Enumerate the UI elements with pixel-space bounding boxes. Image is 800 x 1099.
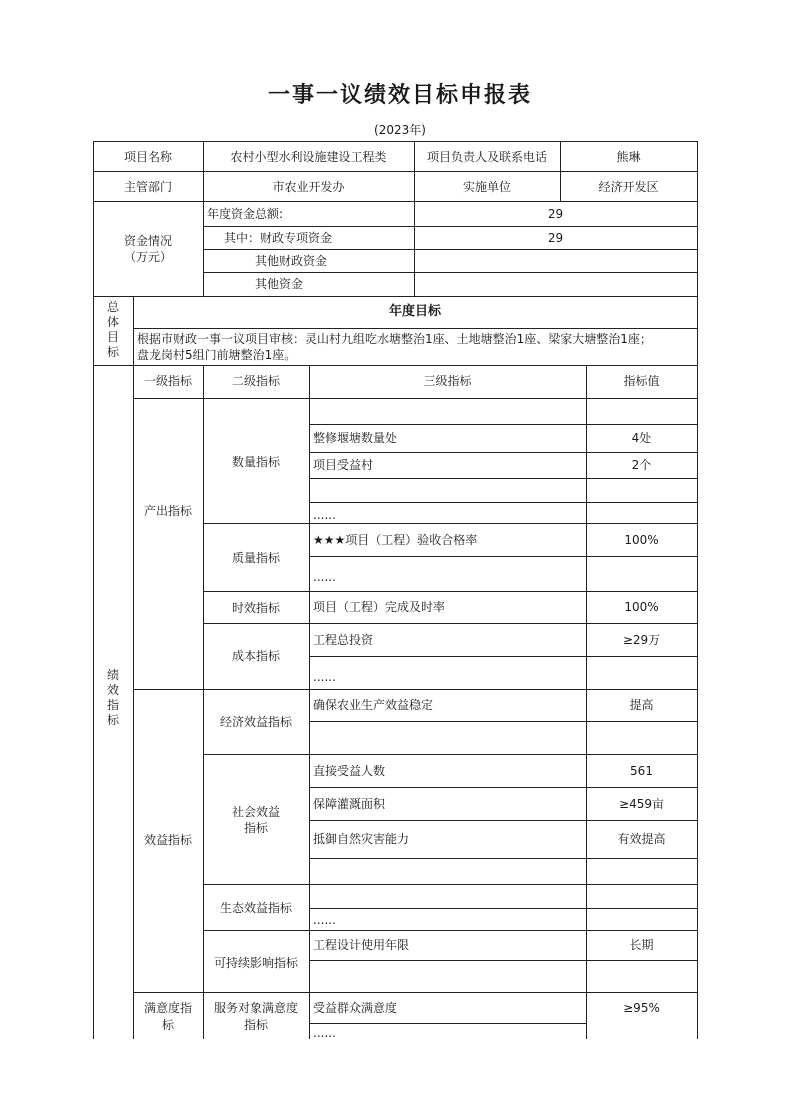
cost-row-1-name: 工程总投资: [313, 633, 374, 647]
timeliness-row-1-value: 100%: [624, 600, 659, 614]
indicators-side-label: 绩效指标: [106, 668, 119, 727]
funds-total-label: 年度资金总额:: [207, 207, 284, 221]
funds-other-fiscal-label: 其他财政资金: [255, 254, 328, 268]
col-level2-header: 二级指标: [231, 374, 280, 388]
service-satisfaction-label-1: 服务对象满意度: [213, 1001, 298, 1015]
goal-text-line1: 根据市财政一事一议项目审核：灵山村九组吃水塘整治1座、土地塘整治1座、梁家大塘整治1座；: [137, 332, 652, 346]
quality-indicator-label: 质量指标: [231, 551, 280, 565]
impl-value: 经济开发区: [598, 180, 659, 194]
quality-row-1-name: ★★★项目（工程）验收合格率: [313, 533, 478, 547]
satisfaction-indicator-label-2: 标: [161, 1018, 174, 1032]
sustainable-row-1-value: 长期: [629, 938, 654, 952]
project-name-label: 项目名称: [123, 150, 172, 164]
ecological-ellipsis: ......: [313, 913, 336, 927]
quantity-row-2-name: 项目受益村: [313, 458, 374, 472]
service-row-1-value: ≥95%: [623, 1001, 660, 1015]
cost-indicator-label: 成本指标: [231, 649, 280, 663]
cost-row-1-value: ≥29万: [622, 633, 661, 647]
timeliness-indicator-label: 时效指标: [231, 601, 280, 615]
quantity-row-1-name: 整修堰塘数量处: [313, 431, 398, 445]
dept-value: 市农业开发办: [272, 180, 345, 194]
social-row-2-value: ≥459亩: [619, 797, 664, 811]
cost-ellipsis: ......: [313, 670, 336, 684]
col-level3-header: 三级指标: [423, 374, 472, 388]
funds-label: 资金情况: [123, 234, 172, 248]
quality-row-1-value: 100%: [624, 533, 659, 547]
goal-side-label: 总体目标: [106, 300, 119, 359]
year-label: (2023年): [374, 123, 426, 137]
col-level1-header: 一级指标: [143, 374, 192, 388]
funds-total-value: 29: [547, 207, 564, 221]
impl-label: 实施单位: [462, 180, 511, 194]
ecological-indicator-label: 生态效益指标: [219, 901, 292, 915]
service-ellipsis: ......: [313, 1026, 336, 1040]
funds-unit: （万元）: [123, 250, 172, 264]
funds-other-label: 其他资金: [255, 277, 304, 291]
contact-label: 项目负责人及联系电话: [426, 150, 547, 164]
quantity-row-1-value: 4处: [631, 431, 652, 445]
satisfaction-indicator-label-1: 满意度指: [143, 1001, 192, 1015]
social-row-1-value: 561: [630, 764, 653, 778]
quantity-indicator-label: 数量指标: [231, 455, 280, 469]
project-name-value: 农村小型水利设施建设工程类: [230, 150, 387, 164]
service-row-1-name: 受益群众满意度: [313, 1001, 398, 1015]
benefit-indicator-label: 效益指标: [143, 833, 192, 847]
page-title: 一事一议绩效目标申报表: [267, 83, 532, 108]
dept-label: 主管部门: [123, 180, 172, 194]
goal-text-line2: 盘龙岗村5组门前塘整治1座。: [137, 348, 297, 362]
social-indicator-label-1: 社会效益: [231, 805, 280, 819]
economic-row-1-value: 提高: [629, 698, 654, 712]
social-row-2-name: 保障灌溉面积: [313, 797, 386, 811]
funds-special-label: 其中：财政专项资金: [224, 231, 333, 245]
quality-ellipsis: ......: [313, 570, 336, 584]
col-value-header: 指标值: [623, 374, 660, 388]
output-indicator-label: 产出指标: [143, 504, 192, 518]
social-row-3-name: 抵御自然灾害能力: [313, 832, 410, 846]
economic-indicator-label: 经济效益指标: [219, 715, 292, 729]
economic-row-1-name: 确保农业生产效益稳定: [313, 698, 434, 712]
social-row-3-value: 有效提高: [617, 832, 666, 846]
quantity-ellipsis: ......: [313, 508, 336, 522]
service-satisfaction-label-2: 指标: [243, 1018, 268, 1032]
sustainable-indicator-label: 可持续影响指标: [213, 956, 298, 970]
timeliness-row-1-name: 项目（工程）完成及时率: [313, 600, 446, 614]
social-indicator-label-2: 指标: [243, 821, 268, 835]
social-row-1-name: 直接受益人数: [313, 764, 386, 778]
annual-goal-label: 年度目标: [388, 304, 441, 319]
quantity-row-2-value: 2个: [631, 458, 652, 472]
funds-special-value: 29: [547, 231, 564, 245]
contact-value: 熊琳: [616, 150, 641, 164]
sustainable-row-1-name: 工程设计使用年限: [313, 938, 410, 952]
